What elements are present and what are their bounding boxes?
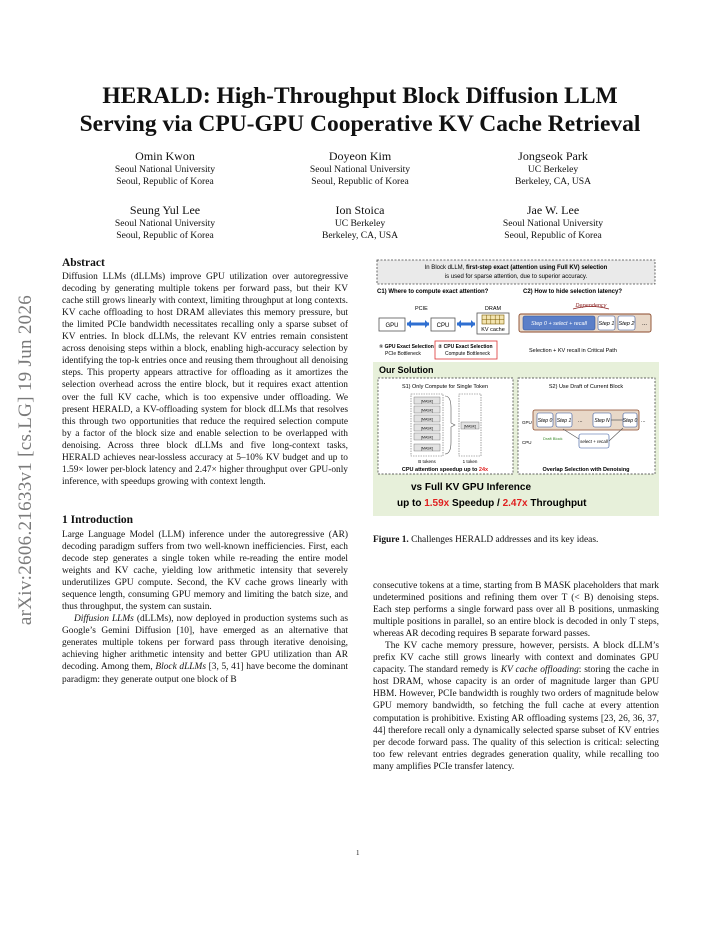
svg-text:[MASK]: [MASK] xyxy=(421,446,433,451)
author-location: Berkeley, CA, USA xyxy=(514,176,592,188)
c2-label: C2) How to hide selection latency? xyxy=(523,289,623,295)
dram-label: DRAM xyxy=(484,306,502,312)
author-affiliation: UC Berkeley xyxy=(527,164,579,175)
page-number: 1 xyxy=(356,849,360,857)
b-tokens-label: B tokens xyxy=(418,459,436,464)
banner-line-1: In Block dLLM, first-step exact (attention using Full KV) selection xyxy=(424,265,608,271)
intro-paragraph-2 xyxy=(62,613,348,685)
figure-caption xyxy=(373,535,659,545)
author-name: Omin Kwon xyxy=(135,149,195,163)
author-name: Seung Yul Lee xyxy=(129,203,201,217)
s2-title: S2) Use Draft of Current Block xyxy=(548,384,624,390)
kvcache-label: KV cache xyxy=(481,327,505,333)
abstract-text: Diffusion LLMs (dLLMs) improve GPU utilization over autoregressive decoding by generating multiple tokens per forward pass, but their KV cache still grows linearly with context, limiting throughput at long contexts. KV cache offloading to host DRAM alleviates this memory pressure, but the limited PCIe bandwidth necessitates recalling only a sparse subset of KV entries. In block dLLMs, the relevant KV entries remain consistent across denoising steps within a block, enabling high-accuracy selection by identifying the top-k entries once and reusing them throughout all denoising steps. This property appears attractive for offloading as it amortizes the selection overhead across the entire block, but it requires exact attention over the full KV cache, which is too expensive under offloading. We present HERALD, a KV-offloading system for block dLLMs that resolves this through two opportunities that reduce the required selection compute by a factor of the block size and enable selection to be overlapped with denoising. Across three block dLLMs and five long-context tasks, HERALD achieves near-lossless accuracy at 5–10% KV budget and up to 1.59× lower per-block latency and 2.47× higher throughput over GPU-only inference, with speedups growing with context length. xyxy=(62,272,348,487)
arxiv-stamp xyxy=(6,250,46,670)
draft-block-label: Draft Block xyxy=(543,436,563,441)
abstract-heading: Abstract xyxy=(62,257,105,269)
s1-title: S1) Only Compute for Single Token xyxy=(401,384,489,390)
banner-line-2: is used for sparse attention, due to superior accuracy. xyxy=(444,274,588,280)
dependency-label: Dependency xyxy=(575,303,607,309)
title-line-2: Serving via CPU-GPU Cooperative KV Cache Retrieval xyxy=(79,111,641,137)
author-name: Ion Stoica xyxy=(335,203,385,217)
author-affiliation: Seoul National University xyxy=(309,164,411,175)
s2-stepN-label: Step N xyxy=(594,418,610,424)
option-1-subtitle: PCIe Bottleneck xyxy=(385,351,421,357)
s2-cpu-label: CPU xyxy=(522,440,532,445)
s2-gpu-label: GPU xyxy=(522,420,532,425)
banner-box xyxy=(377,260,655,284)
author-block xyxy=(458,148,648,189)
vs-line-2: up to 1.59x Speedup / 2.47x Throughput xyxy=(397,498,587,509)
gpu-label: GPU xyxy=(385,323,399,329)
author-location: Seoul, Republic of Korea xyxy=(116,176,214,188)
left-column xyxy=(62,257,348,686)
our-solution-title: Our Solution xyxy=(379,365,434,375)
author-affiliation: Seoul National University xyxy=(114,218,216,229)
em-text: Block dLLMs xyxy=(155,662,206,673)
text-span: The KV cache memory pressure, however, persists. A block dLLM’s prefix KV cache still grows linearly with context and dominates GPU capacity. The standard remedy is xyxy=(373,641,659,676)
author-location: Seoul, Republic of Korea xyxy=(504,230,602,242)
vs-line-1: vs Full KV GPU Inference xyxy=(411,482,532,493)
option-1-title: ① GPU Exact Selection xyxy=(379,344,434,350)
author-block xyxy=(70,202,260,243)
timeline-ellipsis: ... xyxy=(642,321,648,327)
pcie-label: PCIE xyxy=(415,306,428,312)
em-text: KV cache offloading xyxy=(500,665,579,676)
s2-next-step0-label: Step 0 xyxy=(622,418,638,424)
right-paragraph-1: consecutive tokens at a time, starting from B MASK placeholders that mark undetermined positions and refining them over T (< B) denoising steps. Each step performs a single forward pass over all B positions, unmasking multiple positions in parallel, so an entire block is decoded in only T steps, whereas AR decoding requires B separate forward passes. xyxy=(373,581,659,640)
s1-box xyxy=(378,378,513,474)
author-block xyxy=(265,148,455,189)
step1-label: Step 1 xyxy=(598,321,615,327)
author-affiliation: Seoul National University xyxy=(114,164,216,175)
text-span: [3, 5, 41] have become the dominant paradigm: they generate output one block of B xyxy=(62,662,348,685)
em-text: Diffusion LLMs xyxy=(74,614,134,625)
author-name: Jae W. Lee xyxy=(526,203,580,217)
intro-heading: 1 Introduction xyxy=(62,513,134,526)
svg-text:[MASK]: [MASK] xyxy=(421,399,433,404)
author-location: Berkeley, CA, USA xyxy=(321,230,399,242)
author-affiliation: Seoul National University xyxy=(502,218,604,229)
paper-title xyxy=(60,82,660,138)
author-block xyxy=(458,202,648,243)
cpu-label: CPU xyxy=(436,323,450,329)
author-block xyxy=(265,202,455,243)
s2-ellipsis: ... xyxy=(578,418,583,424)
intro-paragraph-1: Large Language Model (LLM) inference under the autoregressive (AR) decoding paradigm suffers from two well-known inefficiencies. First, each decode step generates a single token while re-reading the entire model weights and KV cache, yielding low arithmetic intensity that severely underutilizes GPU compute. Second, the KV cache grows linearly with sequence length, consuming GPU memory and limiting the batch size, and thus throughput, the system can sustain. xyxy=(62,529,348,613)
critical-path-label: Selection + KV recall in Critical Path xyxy=(529,348,617,354)
svg-text:[MASK]: [MASK] xyxy=(421,417,433,422)
step2-label: Step 2 xyxy=(618,321,635,327)
s2-step0-label: Step 0 xyxy=(537,418,553,424)
text-span: : storing the cache in host DRAM, whose capacity is an order of magnitude larger than GPU HBM. However, PCIe bandwidth is roughly two orders of magnitude below GPU memory bandwidth, so fetching the full cache at every attention computation is prohibitive. Existing AR offloading systems [23, 26, 36, 37, 44] therefore recall only a dynamically selected sparse subset of KV entries per decode forward pass. The quality of this selection is critical: selecting too few relevant entries degrades generation quality, while recalling too many amplifies PCIe transfer latency. xyxy=(373,665,659,772)
svg-text:[MASK]: [MASK] xyxy=(421,408,433,413)
step0-select-label: Step 0 + select + recall xyxy=(531,321,587,327)
author-location: Seoul, Republic of Korea xyxy=(311,176,409,188)
single-mask-label: [MASK] xyxy=(464,424,476,429)
right-paragraph-2 xyxy=(373,640,659,773)
option-2-subtitle: Compute Bottleneck xyxy=(445,351,491,357)
author-name: Jongseok Park xyxy=(518,149,588,163)
figure-diagram xyxy=(373,258,659,518)
c1-label: C1) Where to compute exact attention? xyxy=(377,289,489,295)
s2-caption: Overlap Selection with Denoising xyxy=(542,467,630,473)
author-name: Doyeon Kim xyxy=(328,149,392,163)
option-2-title: ② CPU Exact Selection xyxy=(438,344,493,350)
text-span: (dLLMs), now deployed in production systems such as Google’s Gemini Diffusion [10], have emerged as an alternative that generates multiple tokens per forward pass through iterative denoising, achieving higher arithmetic intensity and better GPU utilization than AR decoding. Among them, xyxy=(62,614,348,673)
figure-1 xyxy=(373,258,659,518)
s2-next-ellipsis: ... xyxy=(641,418,646,424)
s1-caption: CPU attention speedup up to 24x xyxy=(401,467,489,473)
author-block xyxy=(70,148,260,189)
author-affiliation: UC Berkeley xyxy=(334,218,386,229)
arxiv-stamp-text: arXiv:2606.21633v1 [cs.LG] 19 Jun 2026 xyxy=(15,294,36,626)
title-line-1: HERALD: High-Throughput Block Diffusion LLM xyxy=(102,83,618,109)
right-column xyxy=(373,580,659,773)
one-token-label: 1 token xyxy=(462,459,478,464)
caption-text: Challenges HERALD addresses and its key ideas. xyxy=(408,535,599,545)
caption-label: Figure 1. xyxy=(373,535,409,545)
author-location: Seoul, Republic of Korea xyxy=(116,230,214,242)
s2-step1-label: Step 1 xyxy=(556,418,572,424)
svg-text:[MASK]: [MASK] xyxy=(421,426,433,431)
s2-select-recall-label: select + recall xyxy=(580,439,608,444)
svg-text:[MASK]: [MASK] xyxy=(421,435,433,440)
